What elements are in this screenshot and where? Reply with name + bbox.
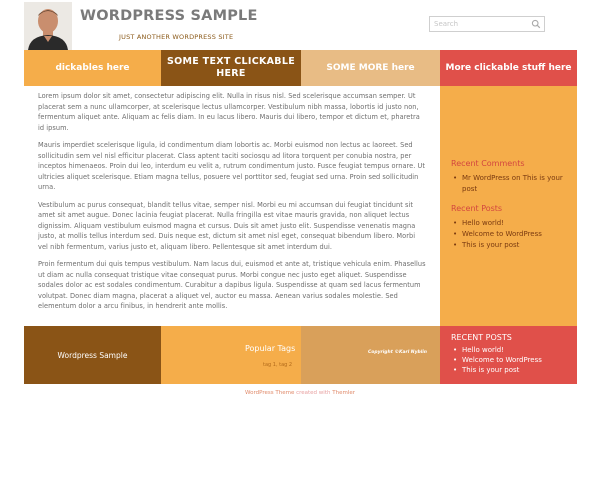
main-nav xyxy=(24,50,577,86)
footer-recent-posts-heading: RECENT POSTS xyxy=(451,333,512,342)
post-content xyxy=(24,86,440,326)
recent-comment-item[interactable]: • Mr WordPress on This is your post xyxy=(451,173,577,195)
site-tagline: JUST ANOTHER WORDPRESS SITE xyxy=(119,33,234,41)
credit-text: created with xyxy=(294,390,333,396)
nav-item-clickables[interactable]: dickables here xyxy=(24,50,161,86)
wordpress-theme-link[interactable]: WordPress Theme xyxy=(245,390,295,396)
footer-col-tags xyxy=(161,326,301,384)
themler-link[interactable]: Themler xyxy=(332,390,355,396)
avatar-photo xyxy=(24,2,72,50)
footer-site-title: Wordpress Sample xyxy=(57,351,128,360)
sidebar xyxy=(440,86,577,326)
recent-comments-heading: Recent Comments xyxy=(451,159,525,168)
site-header xyxy=(0,0,600,50)
recent-posts-list xyxy=(451,218,577,251)
content-paragraph: Mauris imperdiet scelerisque ligula, id condimentum diam lobortis ac. Morbi euismod non lectus ac laoreet. Sed sollicitudin sem vel nisl efficitur placerat. Class aptent taciti sociosqu ad litora torquent per conubia nostra, per inceptos himenaeos. Proin dui leo, interdum eu velit a, rutrum condimentum justo. Fusce feugiat tempus ornare. Ut ultricies aliquet scelerisque. Etiam magna tellus, posuere vel porttitor sed, feugiat sed urna. Proin sed sollicitudin urna. xyxy=(38,141,426,191)
theme-credit xyxy=(0,390,600,396)
search-icon[interactable] xyxy=(531,19,541,29)
content-paragraph: Vestibulum ac purus consequat, blandit tellus vitae, semper nisl. Morbi eu mi accumsan dui feugiat tincidunt sit amet sit amet augue. Donec lacinia feugiat placerat. Nulla fringilla est vitae mauris gravida, non aliquet lectus dignissim. Aliquam vestibulum euismod magna et cursus. Duis sit amet justo elit. Suspendisse venenatis magna justo, at mollis tellus interdum sed. Duis neque est, dictum sit amet nisl eget, consequat bibendum libero. Morbi vel nibh fermentum, varius justo et, aliquam libero. Pellentesque sit amet interdum dui. xyxy=(38,200,416,251)
author-avatar xyxy=(24,2,72,50)
footer-recent-post-item[interactable]: • Welcome to WordPress xyxy=(451,355,542,365)
popular-tags-heading: Popular Tags xyxy=(245,344,296,353)
footer-recent-posts-list xyxy=(451,345,542,375)
content-paragraph: Proin fermentum dui quis tempus vestibulum. Nam lacus dui, euismod et ante at, tristique vehicula enim. Phasellus ut diam ac nulla consequat tristique vitae consequat purus. Morbi congue nec justo eget aliquet. Suspendisse sodales dolor ac est sodales condimentum. Curabitur a dapibus ligula. Suspendisse at quam sed lacus fermentum volutpat. Donec diam magna, placerat a aliquet vel, auctor eu massa. Aenean varius sodales molestie. Sed elementum dolor a arcu finibus, in hendrerit ante mollis. xyxy=(38,260,426,310)
recent-posts-heading: Recent Posts xyxy=(451,204,503,213)
nav-item-more-clickable[interactable]: More clickable stuff here xyxy=(440,50,577,86)
footer-col-copyright xyxy=(301,326,440,384)
site-footer xyxy=(24,326,577,384)
content-paragraph: Lorem ipsum dolor sit amet, consectetur adipiscing elit. Nulla in risus nisl. Sed scelerisque accumsan semper. Ut placerat sem a nunc ullamcorper, at scelerisque lectus ullamcorper. Vestibulum nibh massa, lobortis id justo non, fermentum aliquet ante. Aliquam ac felis diam. In eu lacus libero. Mauris dui libero, tempor et dictum et, pharetra id ipsum. xyxy=(38,92,420,132)
recent-comments-list xyxy=(451,173,577,195)
footer-col-recent-posts xyxy=(440,326,577,384)
tag-list[interactable]: tag 1, tag 2 xyxy=(263,362,293,368)
recent-post-item[interactable]: • This is your post xyxy=(451,240,577,251)
nav-item-some-text[interactable]: SOME TEXT CLICKABLE HERE xyxy=(161,50,301,86)
recent-post-item[interactable]: • Welcome to WordPress xyxy=(451,229,577,240)
copyright-text: Copyright ©Karl Nyblin xyxy=(368,350,428,355)
search-input[interactable] xyxy=(434,18,526,30)
nav-item-some-more[interactable]: SOME MORE here xyxy=(301,50,440,86)
footer-recent-post-item[interactable]: • Hello world! xyxy=(451,345,542,355)
recent-post-item[interactable]: • Hello world! xyxy=(451,218,577,229)
footer-col-site xyxy=(24,326,161,384)
site-title[interactable]: WORDPRESS SAMPLE xyxy=(80,8,258,24)
search-box xyxy=(429,16,545,32)
footer-recent-post-item[interactable]: • This is your post xyxy=(451,365,542,375)
